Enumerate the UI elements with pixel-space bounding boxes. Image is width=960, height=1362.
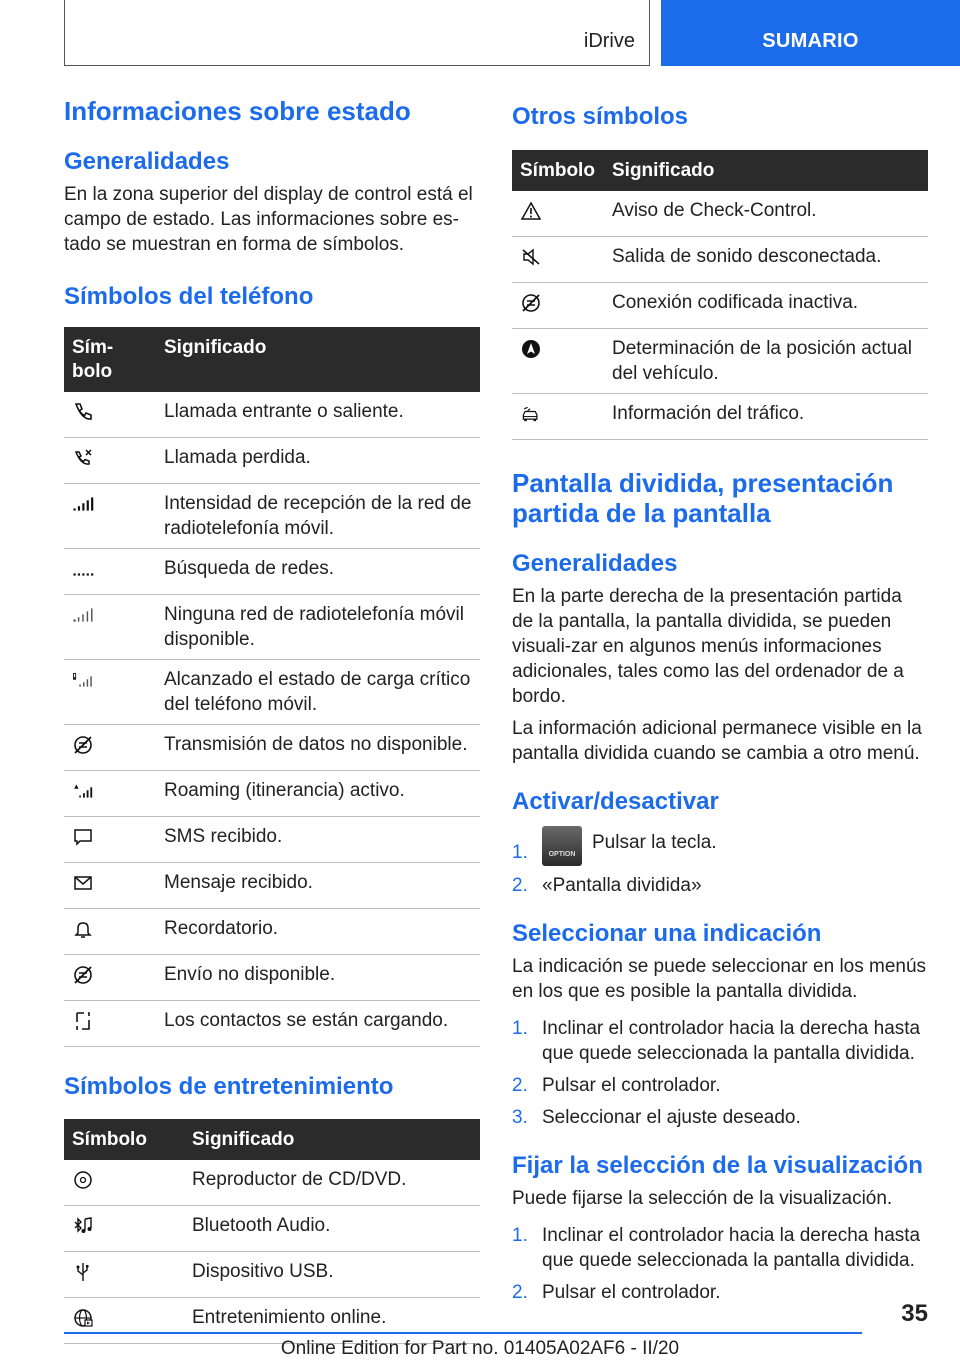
table-row	[64, 863, 480, 909]
row-meaning: Salida de sonido desconectada.	[604, 237, 928, 283]
page-header	[0, 0, 960, 66]
row-meaning: Determinación de la posición actual del vehículo.	[604, 329, 928, 394]
row-meaning: Conexión codificada inactiva.	[604, 283, 928, 329]
table-row	[512, 191, 928, 237]
sms-icon	[72, 826, 94, 848]
general-text: En la zona superior del display de control está el campo de estado. Las informaciones sobre es‐tado se muestran en forma de símbolos.	[64, 184, 473, 255]
other-symbols-table	[512, 150, 928, 440]
general-heading: Generalidades	[64, 148, 230, 175]
roaming-icon	[72, 780, 94, 802]
contacts-loading-icon	[72, 1010, 94, 1032]
warning-triangle-icon	[520, 200, 542, 222]
row-meaning: Mensaje recibido.	[156, 863, 480, 909]
step-number: 1.	[512, 1225, 528, 1246]
list-item	[512, 1280, 928, 1305]
status-info-title: Informaciones sobre estado	[64, 96, 411, 126]
split-general-heading: Generalidades	[512, 550, 678, 577]
no-network-icon	[72, 604, 94, 626]
table-row	[64, 1206, 480, 1252]
row-meaning: Intensidad de recepción de la red de radiotelefonía móvil.	[156, 484, 480, 549]
row-meaning: Llamada perdida.	[156, 438, 480, 484]
other-symbols-heading: Otros símbolos	[512, 103, 689, 130]
table-row	[64, 660, 480, 725]
left-column	[64, 96, 480, 1344]
table-row	[64, 438, 480, 484]
table-row	[512, 237, 928, 283]
step-number: 1.	[512, 1018, 528, 1039]
list-item	[512, 1016, 928, 1066]
table-row	[512, 283, 928, 329]
table-header-symbol: Sím‐bolo	[64, 327, 156, 392]
step-text: Pulsar el controlador.	[542, 1282, 721, 1303]
option-button-label: OPTION	[548, 851, 576, 858]
activate-steps	[512, 826, 928, 898]
table-row	[64, 909, 480, 955]
table-row	[64, 484, 480, 549]
step-number: 2.	[512, 1282, 528, 1303]
activate-heading: Activar/desactivar	[512, 788, 719, 815]
table-row	[64, 771, 480, 817]
step-text: Seleccionar el ajuste deseado.	[542, 1107, 801, 1128]
table-header-meaning: Significado	[604, 150, 928, 191]
row-meaning: Llamada entrante o saliente.	[156, 392, 480, 438]
mail-icon	[72, 872, 94, 894]
online-entertainment-icon	[72, 1307, 94, 1329]
step-number: 1.	[512, 842, 528, 863]
list-item	[512, 826, 928, 866]
footer-edition: Online Edition for Part no. 01405A02AF6 - II/20	[280, 1338, 680, 1359]
send-unavailable-icon	[72, 964, 94, 986]
row-meaning: Transmisión de datos no disponible.	[156, 725, 480, 771]
row-meaning: Reproductor de CD/DVD.	[184, 1160, 480, 1206]
select-text: La indicación se puede seleccionar en los menús en los que es posible la pantalla dividida.	[512, 956, 927, 1002]
row-meaning: Recordatorio.	[156, 909, 480, 955]
split-screen-title: Pantalla dividida, presentación partida de la pantalla	[512, 468, 894, 528]
table-row	[64, 595, 480, 660]
row-meaning: Los contactos se están cargando.	[156, 1001, 480, 1047]
table-row	[512, 329, 928, 394]
traffic-info-icon	[520, 403, 542, 425]
missed-call-icon	[72, 447, 94, 469]
step-text: Pulsar el controlador.	[542, 1075, 721, 1096]
row-meaning: Roaming (itinerancia) activo.	[156, 771, 480, 817]
table-row	[64, 725, 480, 771]
table-row	[64, 1001, 480, 1047]
signal-bars-icon	[72, 493, 94, 515]
right-column	[512, 96, 928, 1312]
no-data-icon	[72, 734, 94, 756]
split-text-2: La información adicional permanece visible en la pantalla dividida cuando se cambia a otro menú.	[512, 718, 922, 764]
table-row	[64, 392, 480, 438]
phone-symbols-table	[64, 327, 480, 1047]
table-header-symbol: Símbolo	[64, 1119, 184, 1160]
split-text-1: En la parte derecha de la presentación partida de la pantalla, la pantalla dividida, se pueden visuali‐zar en algunos menús informaciones adicionales, tales como las del ordenador de a bordo.	[512, 586, 904, 707]
row-meaning: Entretenimiento online.	[184, 1298, 480, 1344]
table-row	[512, 394, 928, 440]
header-section-label: iDrive	[583, 30, 635, 52]
summary-button-label: SUMARIO	[762, 30, 859, 52]
option-button[interactable]	[542, 826, 582, 866]
step-text: Pulsar la tecla.	[592, 832, 717, 853]
network-search-icon	[72, 558, 94, 580]
row-meaning: Aviso de Check-Control.	[604, 191, 928, 237]
select-steps	[512, 1016, 928, 1130]
summary-button[interactable]	[661, 0, 960, 66]
usb-icon	[72, 1261, 94, 1283]
row-meaning: Información del tráfico.	[604, 394, 928, 440]
row-meaning: Bluetooth Audio.	[184, 1206, 480, 1252]
phone-symbols-heading: Símbolos del teléfono	[64, 283, 314, 310]
list-item	[512, 1223, 928, 1273]
row-meaning: Búsqueda de redes.	[156, 549, 480, 595]
table-header-symbol: Símbolo	[512, 150, 604, 191]
step-number: 2.	[512, 1075, 528, 1096]
footer-divider	[64, 1332, 862, 1334]
table-header-meaning: Significado	[156, 327, 480, 392]
phone-call-icon	[72, 401, 94, 423]
speaker-off-icon	[520, 246, 542, 268]
bell-icon	[72, 918, 94, 940]
step-number: 2.	[512, 875, 528, 896]
disc-icon	[72, 1169, 94, 1191]
bluetooth-audio-icon	[72, 1215, 94, 1237]
step-number: 3.	[512, 1107, 528, 1128]
row-meaning: SMS recibido.	[156, 817, 480, 863]
table-row	[64, 817, 480, 863]
row-meaning: Alcanzado el estado de carga crítico del teléfono móvil.	[156, 660, 480, 725]
position-icon	[520, 338, 542, 360]
table-row	[64, 1252, 480, 1298]
list-item	[512, 1105, 928, 1130]
row-meaning: Dispositivo USB.	[184, 1252, 480, 1298]
fix-selection-text: Puede fijarse la selección de la visualización.	[512, 1188, 893, 1209]
fix-selection-steps	[512, 1223, 928, 1305]
list-item	[512, 873, 928, 898]
table-row	[64, 1160, 480, 1206]
low-battery-icon	[72, 669, 94, 691]
table-row	[64, 1298, 480, 1344]
table-header-meaning: Significado	[184, 1119, 480, 1160]
select-heading: Seleccionar una indicación	[512, 920, 822, 947]
row-meaning: Ninguna red de radiotelefonía móvil disponible.	[156, 595, 480, 660]
table-row	[64, 549, 480, 595]
entertainment-symbols-table	[64, 1119, 480, 1344]
table-row	[64, 955, 480, 1001]
list-item	[512, 1073, 928, 1098]
row-meaning: Envío no disponible.	[156, 955, 480, 1001]
entertainment-symbols-heading: Símbolos de entretenimiento	[64, 1073, 394, 1100]
step-text: «Pantalla dividida»	[542, 875, 702, 896]
step-text: Inclinar el controlador hacia la derecha hasta que quede seleccionada la pantalla dividida.	[542, 1018, 921, 1064]
page-number: 35	[901, 1300, 928, 1327]
encrypted-off-icon	[520, 292, 542, 314]
header-section-box	[64, 0, 650, 66]
fix-selection-heading: Fijar la selección de la visualización	[512, 1152, 923, 1179]
step-text: Inclinar el controlador hacia la derecha hasta que quede seleccionada la pantalla dividida.	[542, 1225, 921, 1271]
